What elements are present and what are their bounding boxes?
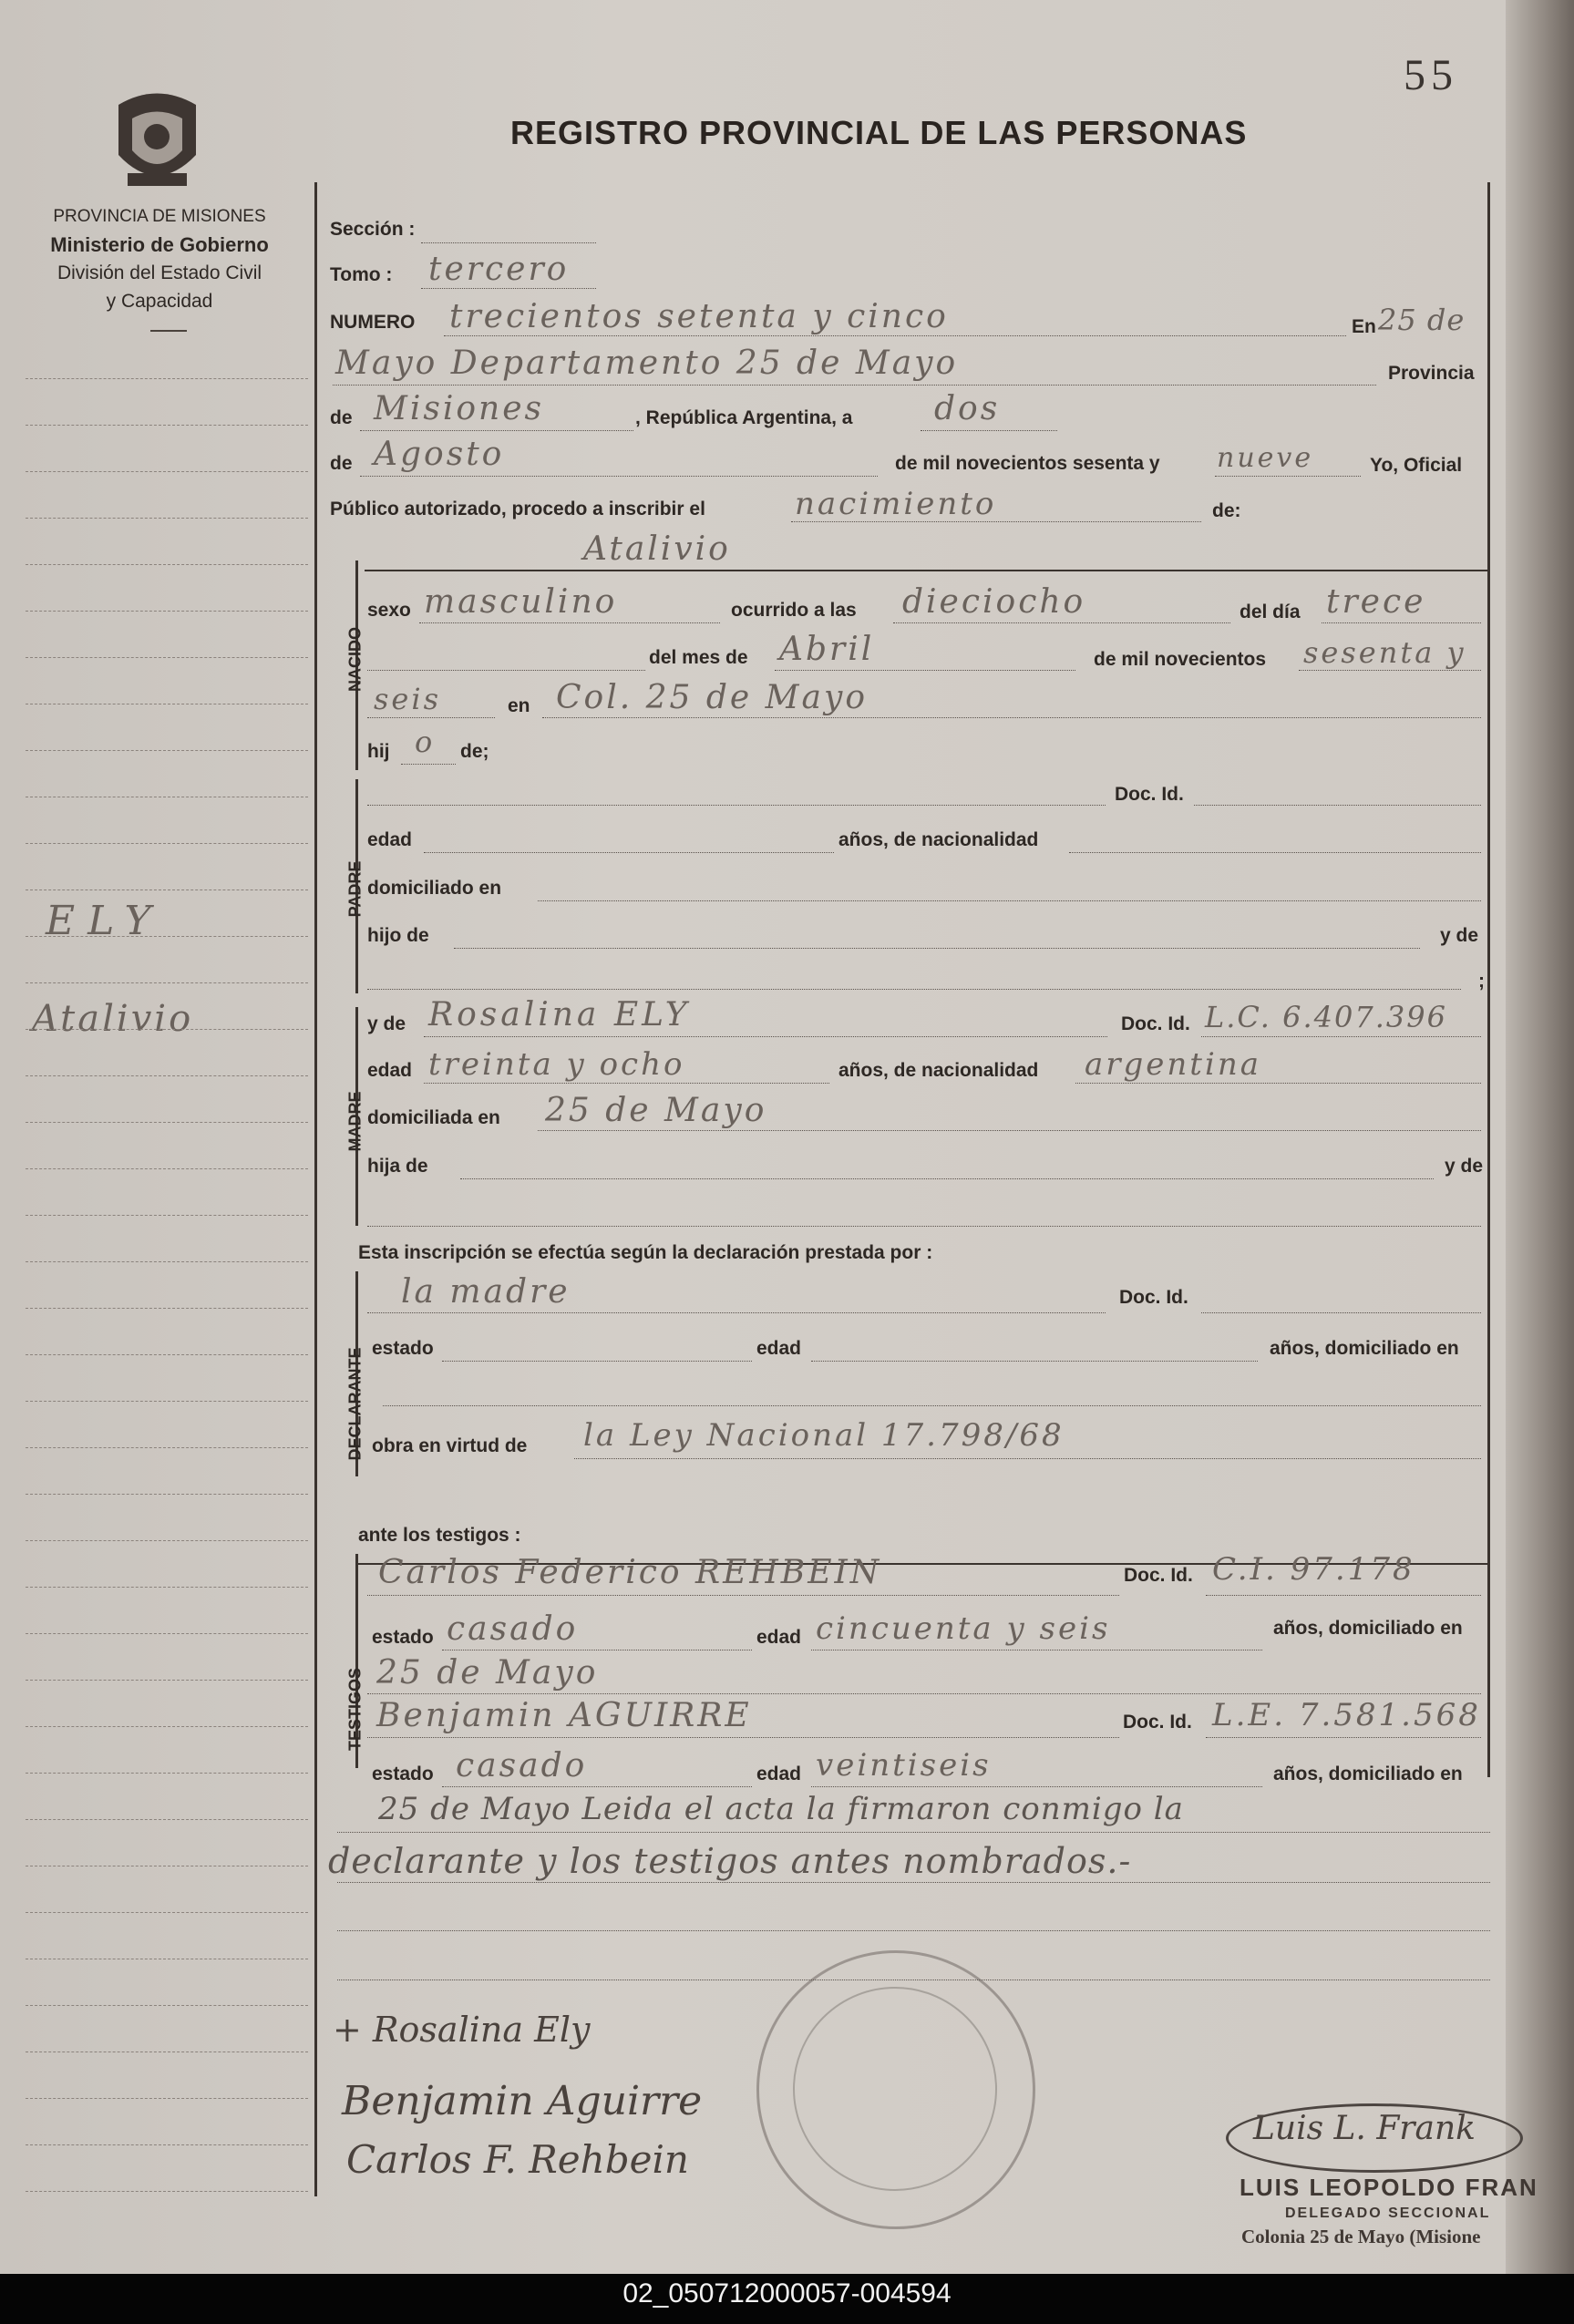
label-de-2: de (330, 453, 353, 474)
label-declarante-edad: edad (756, 1338, 802, 1359)
side-label-madre: MADRE (345, 1091, 365, 1152)
anio-line (1215, 476, 1361, 477)
document-title: REGISTRO PROVINCIAL DE LAS PERSONAS (510, 114, 1248, 151)
label-testigo2-dom: años, domiciliado en (1273, 1764, 1463, 1784)
label-del-dia: del día (1240, 602, 1301, 622)
tomo-line (421, 288, 596, 289)
margin-ruled-line (26, 378, 308, 379)
anio-nac-b-line (367, 717, 495, 718)
value-tomo: tercero (428, 251, 570, 288)
sexo-line (419, 622, 720, 623)
margin-ruled-line (26, 1261, 308, 1262)
side-label-declarante: DECLARANTE (345, 1347, 365, 1461)
mes-nac-line (775, 670, 1075, 671)
lugar-nac-line (542, 717, 1481, 718)
madre-dom-line (538, 1130, 1481, 1131)
seccion-line (421, 242, 596, 243)
office-division: División del Estado Civil (57, 262, 262, 283)
declarante-doc-line (1201, 1312, 1481, 1313)
margin-ruled-line (26, 1726, 308, 1727)
margin-ruled-line (26, 2144, 308, 2145)
value-sexo: masculino (424, 583, 618, 621)
label-ocurrido: ocurrido a las (731, 600, 857, 621)
value-testigo1: Carlos Federico REHBEIN (378, 1554, 882, 1591)
office-ministry: Ministerio de Gobierno (50, 233, 269, 256)
side-label-testigos: TESTIGOS (345, 1668, 365, 1752)
official-stamp-inner (793, 1987, 997, 2191)
margin-ruled-line (26, 982, 308, 983)
office-underline (150, 330, 187, 332)
madre-edad-line (424, 1083, 829, 1084)
label-tomo: Tomo : (330, 264, 393, 285)
right-frame-rule (1487, 182, 1490, 1777)
padre-name-line (367, 805, 1106, 806)
label-padre-nac: años, de nacionalidad (838, 829, 1039, 850)
label-mil-sesenta: de mil novecientos sesenta y (895, 453, 1160, 474)
declarante-edad-line (811, 1361, 1258, 1362)
margin-ruled-line (26, 1819, 308, 1820)
label-padre-edad: edad (367, 829, 413, 850)
testigo2-doc-line (1206, 1737, 1481, 1738)
label-padre-doc: Doc. Id. (1115, 784, 1184, 805)
value-hij: o (415, 725, 436, 759)
lugar-line (333, 385, 1376, 386)
padre-nac-line (1069, 852, 1481, 853)
value-testigo1-dom: 25 de Mayo (376, 1654, 599, 1692)
value-dia: dos (934, 390, 1001, 427)
margin-ruled-line (26, 564, 308, 565)
madre-doc-line (1201, 1036, 1481, 1037)
madre-name-line (424, 1036, 1107, 1037)
value-madre: Rosalina ELY (428, 996, 691, 1033)
value-madre-doc: L.C. 6.407.396 (1205, 1000, 1447, 1034)
value-acto: nacimiento (795, 486, 997, 522)
margin-given-name: Atalivio (32, 998, 194, 1040)
signature-rehbein: Carlos F. Rehbein (346, 2137, 689, 2182)
dia-nac-line (1322, 622, 1481, 623)
margin-ruled-line (26, 1494, 308, 1495)
label-en-2: en (508, 695, 530, 716)
margin-ruled-line (26, 611, 308, 612)
label-yo-oficial: Yo, Oficial (1370, 455, 1463, 476)
margin-ruled-line (26, 1587, 308, 1588)
padre-dom-line (538, 900, 1481, 901)
value-numero: trecientos setenta y cinco (449, 298, 949, 335)
value-lugar-nac: Col. 25 de Mayo (556, 679, 868, 716)
margin-ruled-line (26, 1354, 308, 1355)
image-caption: 02_050712000057-004594 (622, 2278, 952, 2309)
label-testigo1-edad: edad (756, 1627, 802, 1648)
margin-ruled-line (26, 1215, 308, 1216)
value-testigo1-estado: casado (447, 1610, 579, 1648)
blank-line-1 (367, 670, 645, 671)
value-closing-2: declarante y los testigos antes nombrados.- (328, 1841, 1132, 1881)
declarante-line (367, 1312, 1106, 1313)
label-de-3: de: (1212, 500, 1241, 521)
mes-line (360, 476, 878, 477)
margin-ruled-line (26, 1447, 308, 1448)
label-testigo1-estado: estado (372, 1627, 434, 1648)
value-anio-nac-b: seis (374, 682, 442, 716)
official-place: Colonia 25 de Mayo (Misione (1241, 2226, 1481, 2247)
signature-frank: Luis L. Frank (1253, 2110, 1476, 2147)
label-publico: Público autorizado, procedo a inscribir el (330, 499, 705, 519)
value-mes: Agosto (374, 436, 505, 473)
margin-ruled-line (26, 1308, 308, 1309)
value-testigo2-doc: L.E. 7.581.568 (1212, 1697, 1481, 1733)
padre-edad-line (424, 852, 834, 853)
issuing-office (14, 202, 305, 315)
label-padre-dom: domiciliado en (367, 878, 502, 899)
side-label-padre: PADRE (345, 860, 365, 918)
hij-line (401, 764, 456, 765)
margin-ruled-line (26, 2005, 308, 2006)
label-numero: NUMERO (330, 312, 416, 333)
label-republica: , República Argentina, a (635, 407, 853, 428)
margin-ruled-line (26, 1029, 308, 1030)
margin-ruled-line (26, 750, 308, 751)
label-testigo1-doc: Doc. Id. (1124, 1565, 1193, 1586)
margin-ruled-line (26, 1122, 308, 1123)
signature-rosalina: + Rosalina Ely (333, 2010, 591, 2050)
label-hij: hij (367, 741, 390, 762)
nacido-top-rule (365, 570, 1487, 571)
margin-ruled-line (26, 425, 308, 426)
margin-ruled-line (26, 2191, 308, 2192)
provincia-line (360, 430, 633, 431)
padre-semicolon: ; (1478, 971, 1485, 992)
value-madre-dom: 25 de Mayo (545, 1092, 767, 1129)
padre-doc-line (1194, 805, 1481, 806)
label-inscripcion: Esta inscripción se efectúa según la declaración prestada por : (358, 1242, 933, 1263)
office-province: PROVINCIA DE MISIONES (53, 207, 266, 226)
margin-ruled-line (26, 471, 308, 472)
value-en-day: 25 de (1378, 303, 1466, 337)
margin-ruled-line (26, 1773, 308, 1774)
label-obra: obra en virtud de (372, 1435, 528, 1456)
margin-ruled-line (26, 657, 308, 658)
left-margin-rule (314, 182, 317, 2196)
testigo1-dom-line (367, 1693, 1481, 1694)
label-hijo-de: hijo de (367, 925, 429, 946)
label-declarante-doc: Doc. Id. (1119, 1287, 1188, 1308)
official-name: LUIS LEOPOLDO FRAN (1240, 2174, 1538, 2201)
label-testigos: ante los testigos : (358, 1525, 521, 1546)
office-capacity: y Capacidad (106, 291, 213, 312)
label-padre-y-de: y de (1440, 925, 1479, 946)
label-de-4: de; (460, 741, 489, 762)
value-anio-nac-a: sesenta y (1303, 635, 1466, 670)
obra-line (574, 1458, 1481, 1459)
margin-ruled-line (26, 2051, 308, 2052)
margin-ruled-line (26, 1540, 308, 1541)
testigo2-estado-line (442, 1786, 752, 1787)
margin-ruled-line (26, 936, 308, 937)
testigo2-line (367, 1737, 1119, 1738)
value-lugar: Mayo Departamento 25 de Mayo (335, 344, 959, 382)
value-testigo1-edad: cincuenta y seis (816, 1610, 1111, 1647)
value-madre-edad: treinta y ocho (428, 1046, 685, 1083)
label-madre-doc: Doc. Id. (1121, 1013, 1190, 1034)
side-label-nacido: NACIDO (345, 627, 365, 692)
label-hija-de: hija de (367, 1156, 428, 1177)
label-mil-nov: de mil novecientos (1094, 649, 1267, 670)
label-testigo2-edad: edad (756, 1764, 802, 1784)
label-sexo: sexo (367, 600, 411, 621)
label-madre-dom: domiciliada en (367, 1107, 500, 1128)
value-nombre: Atalivio (583, 530, 731, 568)
value-mes-nac: Abril (779, 631, 875, 668)
testigo1-line (367, 1595, 1119, 1596)
label-testigo1-dom: años, domiciliado en (1273, 1618, 1463, 1639)
label-de: de (330, 407, 353, 428)
official-title: DELEGADO SECCIONAL (1285, 2206, 1491, 2221)
anio-nac-line (1299, 670, 1481, 671)
value-madre-nac: argentina (1085, 1046, 1262, 1083)
label-del-mes: del mes de (649, 647, 748, 668)
value-declarante: la madre (401, 1273, 571, 1311)
testigo1-doc-line (1206, 1595, 1481, 1596)
hora-line (893, 622, 1230, 623)
margin-ruled-line (26, 1168, 308, 1169)
margin-ruled-line (26, 1075, 308, 1076)
value-dia-nac: trece (1326, 583, 1426, 621)
dia-line (921, 430, 1057, 431)
closing-line-2 (337, 1882, 1490, 1883)
margin-ruled-line (26, 1912, 308, 1913)
label-madre-y-de: y de (1445, 1156, 1484, 1177)
label-declarante-dom: años, domiciliado en (1270, 1338, 1459, 1359)
margin-ruled-line (26, 1633, 308, 1634)
page-number: 55 (1404, 51, 1458, 99)
madre-nac-line (1075, 1083, 1481, 1084)
book-edge (1506, 0, 1574, 2274)
madre-last-line (367, 1226, 1481, 1227)
margin-surname: ELY (46, 898, 164, 944)
testigo2-edad-line (811, 1786, 1262, 1787)
value-testigo2-edad: veintiseis (816, 1747, 992, 1784)
margin-ruled-line (26, 1401, 308, 1402)
label-madre-nac: años, de nacionalidad (838, 1060, 1039, 1081)
value-closing-1: 25 de Mayo Leida el acta la firmaron conmigo la (378, 1791, 1184, 1827)
margin-ruled-line (26, 843, 308, 844)
label-declarante-estado: estado (372, 1338, 434, 1359)
value-ley: la Ley Nacional 17.798/68 (583, 1417, 1065, 1454)
hija-de-line (460, 1178, 1434, 1179)
value-anio: nueve (1217, 442, 1314, 474)
numero-line (444, 335, 1346, 336)
padre-last-line (367, 989, 1461, 990)
value-testigo2: Benjamin AGUIRRE (376, 1697, 752, 1734)
signature-aguirre: Benjamin Aguirre (342, 2078, 703, 2124)
value-hora: dieciocho (902, 583, 1086, 621)
label-seccion: Sección : (330, 219, 416, 240)
closing-line-1 (337, 1832, 1490, 1833)
label-testigo2-estado: estado (372, 1764, 434, 1784)
label-provincia: Provincia (1388, 363, 1475, 384)
declarante-dom-line (383, 1405, 1481, 1406)
margin-ruled-line (26, 889, 308, 890)
margin-ruled-line (26, 1680, 308, 1681)
label-madre-edad: edad (367, 1060, 413, 1081)
value-provincia: Misiones (374, 390, 545, 427)
value-testigo1-doc: C.I. 97.178 (1212, 1551, 1415, 1588)
value-testigo2-estado: casado (456, 1747, 588, 1784)
coat-of-arms-seal (105, 87, 210, 196)
margin-ruled-line (26, 2098, 308, 2099)
label-y-de-madre: y de (367, 1013, 406, 1034)
hijo-de-line (454, 948, 1420, 949)
label-testigo2-doc: Doc. Id. (1123, 1712, 1192, 1733)
label-en: En (1352, 316, 1376, 337)
margin-ruled-line (26, 518, 308, 519)
closing-line-3 (337, 1930, 1490, 1931)
declarante-estado-line (442, 1361, 752, 1362)
